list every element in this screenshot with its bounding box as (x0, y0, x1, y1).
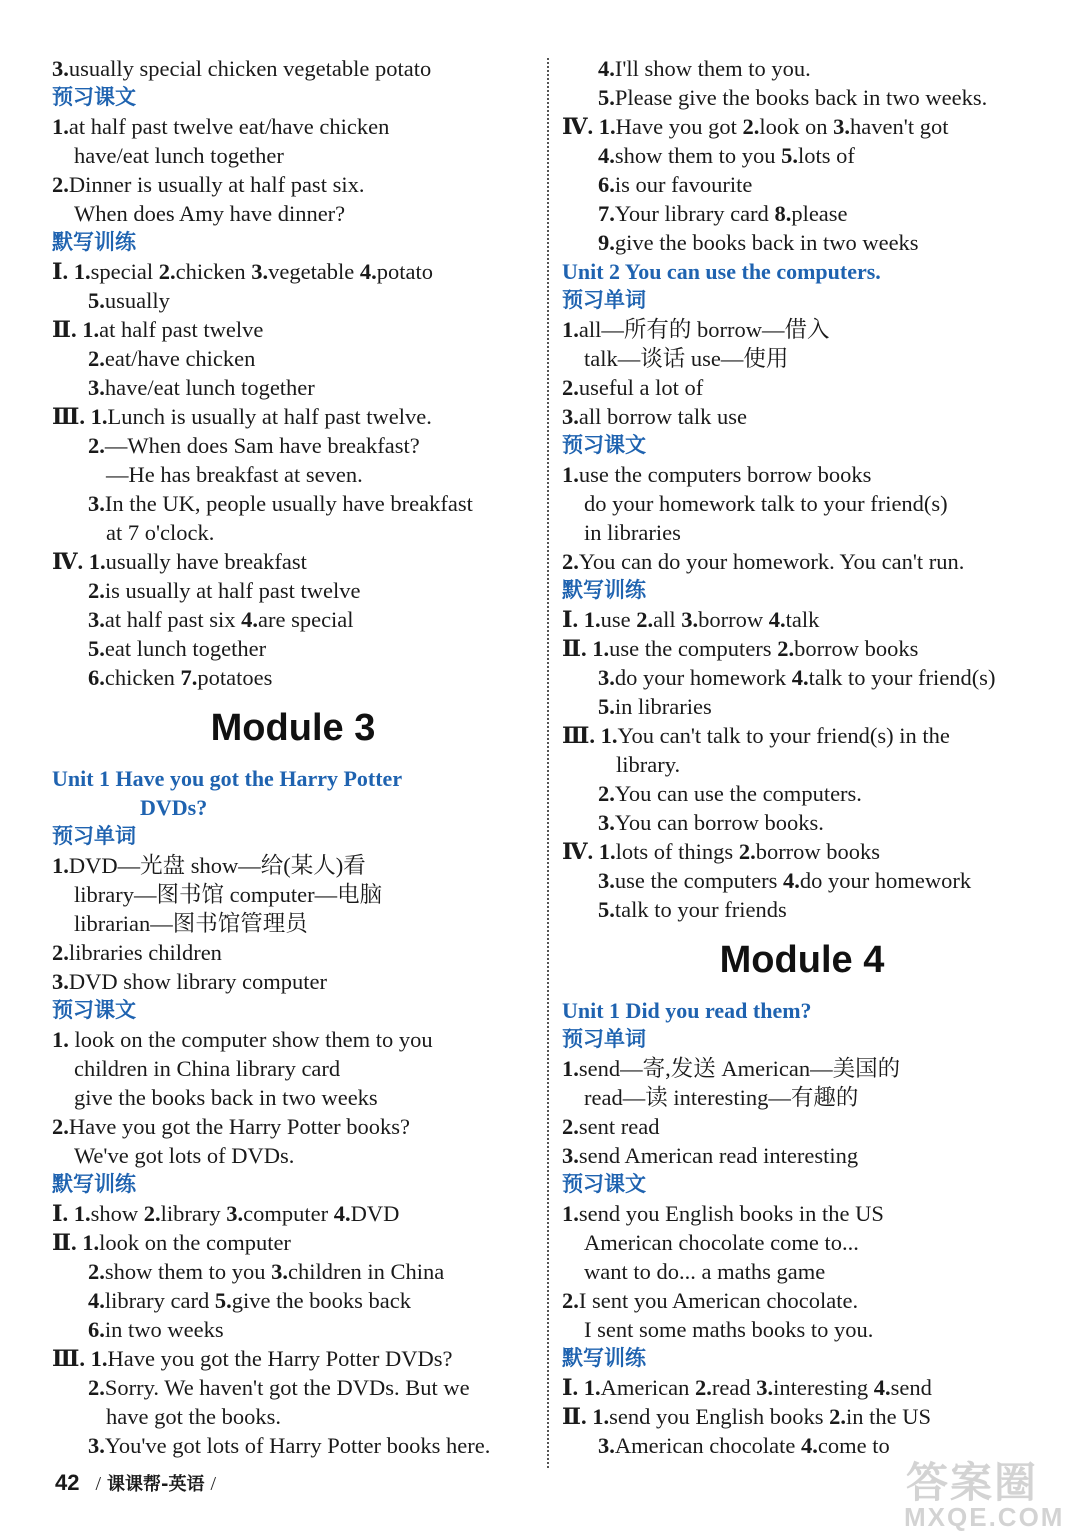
answer-line: Ⅲ. 1.Have you got the Harry Potter DVDs? (52, 1346, 453, 1371)
answer-line: 1.DVD—光盘 show—给(某人)看 (52, 853, 366, 878)
answer-line: want to do... a maths game (584, 1259, 826, 1284)
answer-line: 3.at half past six 4.are special (88, 607, 354, 632)
section-heading: 默写训练 (562, 578, 646, 602)
section-heading: 预习单词 (52, 824, 136, 848)
watermark-logo (900, 1448, 1070, 1532)
answer-line: Ⅰ. 1.special 2.chicken 3.vegetable 4.potato (52, 259, 434, 284)
answer-line: 5.usually (88, 288, 170, 313)
answer-line: Ⅱ. 1.send you English books 2.in the US (562, 1404, 931, 1429)
section-heading: 默写训练 (562, 1346, 646, 1370)
section-heading: 预习单词 (562, 288, 646, 312)
answer-line: —He has breakfast at seven. (106, 462, 363, 487)
answer-line: 7.Your library card 8.please (598, 201, 848, 226)
answer-line: 6.in two weeks (88, 1317, 224, 1342)
answer-line: 3.DVD show library computer (52, 969, 327, 994)
answer-line: 3.send American read interesting (562, 1143, 859, 1168)
answer-line: 2.libraries children (52, 940, 222, 965)
answer-line: 2.You can use the computers. (598, 781, 862, 806)
section-heading: 预习单词 (562, 1027, 646, 1051)
answer-line: Ⅰ. 1.show 2.library 3.computer 4.DVD (52, 1201, 400, 1226)
page-footer (55, 1466, 222, 1500)
answer-line: have/eat lunch together (74, 143, 284, 168)
answer-line: read—读 interesting—有趣的 (584, 1085, 859, 1110)
unit-heading-cont: DVDs? (140, 795, 208, 820)
answer-line: 1.use the computers borrow books (562, 462, 872, 487)
answer-line: 2.eat/have chicken (88, 346, 256, 371)
answer-line: library. (616, 752, 681, 777)
answer-line: 2.I sent you American chocolate. (562, 1288, 859, 1313)
answer-line: 2.is usually at half past twelve (88, 578, 361, 603)
footer-separator: / (95, 1473, 102, 1495)
section-heading: 默写训练 (52, 1172, 136, 1196)
watermark-url: MXQE.COM (904, 1502, 1065, 1532)
answer-line: at 7 o'clock. (106, 520, 215, 545)
answer-line: 2.show them to you 3.children in China (88, 1259, 445, 1284)
answer-line: 5.eat lunch together (88, 636, 267, 661)
column-divider (547, 58, 549, 1468)
answer-line: 6.chicken 7.potatoes (88, 665, 273, 690)
answer-line: 1.all—所有的 borrow—借入 (562, 317, 830, 342)
section-heading: 预习课文 (562, 1172, 646, 1196)
answer-line: 2.Dinner is usually at half past six. (52, 172, 365, 197)
answer-line: 2.You can do your homework. You can't run. (562, 549, 965, 574)
answer-line: 9.give the books back in two weeks (598, 230, 919, 255)
answer-line: 4.show them to you 5.lots of (598, 143, 855, 168)
answer-line: 1.at half past twelve eat/have chicken (52, 114, 390, 139)
section-heading: 预习课文 (52, 998, 136, 1022)
answer-line: 3.all borrow talk use (562, 404, 747, 429)
answer-line: 3.do your homework 4.talk to your friend(s) (598, 665, 996, 690)
answer-line: have got the books. (106, 1404, 281, 1429)
section-heading: 预习课文 (52, 85, 136, 109)
answer-line: Ⅱ. 1.look on the computer (52, 1230, 291, 1255)
module-heading: Module 3 (210, 707, 376, 749)
answer-line: When does Amy have dinner? (74, 201, 346, 226)
answer-line: 2.—When does Sam have breakfast? (88, 433, 420, 458)
answer-line: 3.American chocolate 4.come to (598, 1433, 890, 1458)
answer-line: 3.You've got lots of Harry Potter books here. (88, 1433, 491, 1458)
answer-line: Ⅱ. 1.at half past twelve (52, 317, 264, 342)
answer-line: 2.Have you got the Harry Potter books? (52, 1114, 411, 1139)
section-heading: 预习课文 (562, 433, 646, 457)
right-column (562, 54, 1042, 1460)
module-heading: Module 4 (719, 939, 885, 981)
answer-line: 3.have/eat lunch together (88, 375, 315, 400)
unit-heading: Unit 1 Did you read them? (562, 998, 812, 1023)
answer-line: 3.You can borrow books. (598, 810, 824, 835)
answer-line: 1. look on the computer show them to you (52, 1027, 433, 1052)
answer-line: 3.use the computers 4.do your homework (598, 868, 972, 893)
answer-line: We've got lots of DVDs. (74, 1143, 295, 1168)
answer-line: librarian—图书馆管理员 (74, 911, 308, 936)
page-number: 42 (55, 1470, 80, 1495)
unit-heading: Unit 1 Have you got the Harry Potter (52, 766, 403, 791)
answer-line: 2.sent read (562, 1114, 660, 1139)
answer-line: 5.talk to your friends (598, 897, 787, 922)
section-heading: 默写训练 (52, 230, 136, 254)
answer-line: Ⅲ. 1.You can't talk to your friend(s) in the (562, 723, 950, 748)
answer-line: Ⅰ. 1.use 2.all 3.borrow 4.talk (562, 607, 820, 632)
answer-line: Ⅱ. 1.use the computers 2.borrow books (562, 636, 919, 661)
answer-line: 5.in libraries (598, 694, 712, 719)
answer-line: 2.Sorry. We haven't got the DVDs. But we (88, 1375, 470, 1400)
answer-line: 1.send—寄,发送 American—美国的 (562, 1056, 901, 1081)
answer-line: 2.useful a lot of (562, 375, 704, 400)
answer-line: library—图书馆 computer—电脑 (74, 882, 383, 907)
answer-line: 1.send you English books in the US (562, 1201, 884, 1226)
answer-line: Ⅳ. 1.usually have breakfast (52, 549, 307, 574)
answer-line: Ⅲ. 1.Lunch is usually at half past twelve. (52, 404, 432, 429)
unit-heading: Unit 2 You can use the computers. (562, 259, 881, 284)
answer-line: 5.Please give the books back in two weeks. (598, 85, 988, 110)
answer-line: give the books back in two weeks (74, 1085, 378, 1110)
answer-line: children in China library card (74, 1056, 341, 1081)
footer-separator: / (210, 1473, 217, 1495)
left-column (52, 54, 534, 1460)
answer-line: 4.library card 5.give the books back (88, 1288, 412, 1313)
answer-line: Ⅳ. 1.Have you got 2.look on 3.haven't got (562, 114, 949, 139)
answer-line: 3.In the UK, people usually have breakfast (88, 491, 473, 516)
answer-line: 4.I'll show them to you. (598, 56, 811, 81)
answer-line: American chocolate come to... (584, 1230, 859, 1255)
answer-line: in libraries (584, 520, 681, 545)
watermark-logo-text: 答案圈 (906, 1458, 1039, 1507)
answer-line: do your homework talk to your friend(s) (584, 491, 948, 516)
answer-line: I sent some maths books to you. (584, 1317, 874, 1342)
answer-line: Ⅳ. 1.lots of things 2.borrow books (562, 839, 881, 864)
answer-line: 3.usually special chicken vegetable potato (52, 56, 432, 81)
answer-line: 6.is our favourite (598, 172, 753, 197)
answer-line: Ⅰ. 1.American 2.read 3.interesting 4.send (562, 1375, 932, 1400)
book-title: 课课帮-英语 (107, 1474, 205, 1495)
answer-line: talk—谈话 use—使用 (584, 346, 789, 371)
